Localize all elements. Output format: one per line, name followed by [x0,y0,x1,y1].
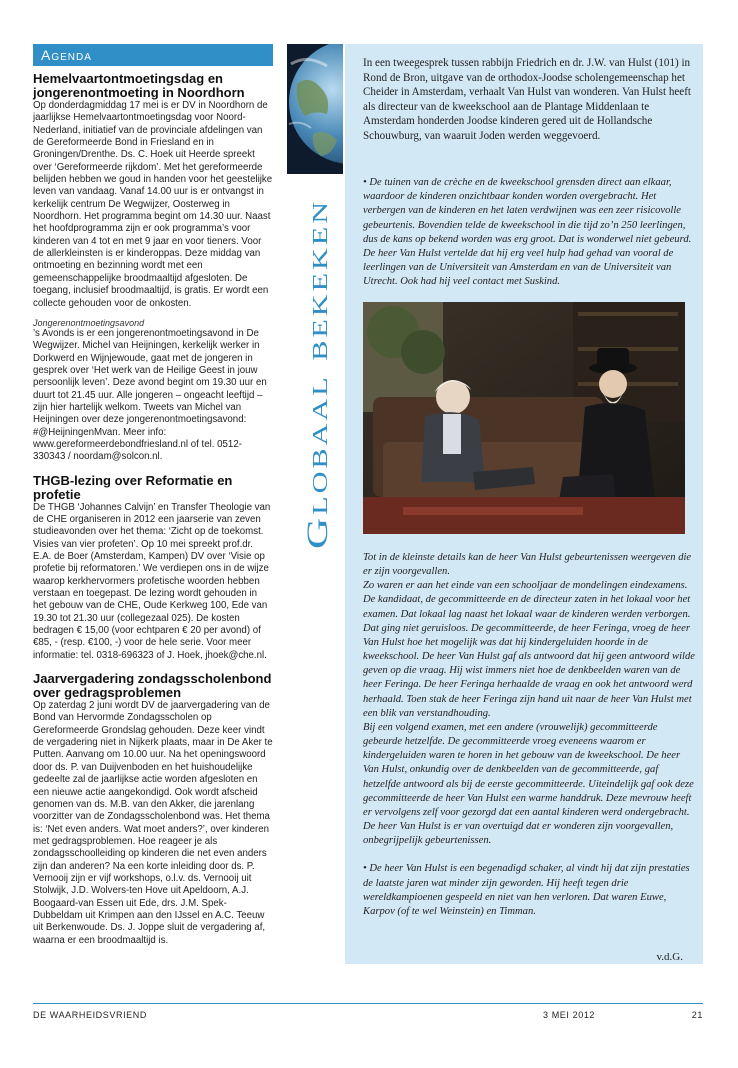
article-body: De THGB ‘Johannes Calvijn’ en Transfer Theologie van de CHE organiseren in 2012 een jaarserie van zeven studieavonden over het thema: ‘Zicht op de toekomst. Visies van vier profeten’. Op 10 mei spreekt prof.dr. E.A. de Boer (Amsterdam, Kampen) DV over ‘Visie op profetie bij reformatoren.’ We verdiepen ons in de wijze waarop kerkhervormers profetische woorden hebben verstaan en toegepast. De lezing wordt gehouden in het gebouw van de CHE, Oude Kerkweg 100, Ede van 19.30 tot 21.30 uur (collegezaal 025). De kosten bedragen € 15,00 (voor echtparen € 20 per avond) of €85, - (resp. €100, -) voor de hele serie. Voor meer informatie: tel. 0318-696323 of J. Hoek, jhoek@che.nl. [33,501,271,661]
article-title: Jaarvergadering zondagsscholenbond over gedragsproblemen [33,671,272,701]
section-title-vertical [287,194,343,554]
column-paragraph: Bij een volgend examen, met een andere (vrouwelijk) gecommitteerde gebeurde hetzelfde. De gecommitteerde vroeg eveneens waarom er kindergeluiden waren te horen in het gebouw van de kweekschool. De heer Van Hulst, onkundig over de denkbeelden van de gecommitteerde, gaf hetzelfde antwoord als bij de eerste gecommitteerde. Uiteindelijk gaf ook deze gecommitteerde de heer Van Hulst een warme handdruk. Deze mevrouw heeft er vervolgens zelf voor gezorgd dat een aantal kinderen werd ondergebracht. [363,721,694,818]
agenda-header: Agenda [33,44,273,66]
article-thgb [33,474,273,662]
column-paragraph: • De heer Van Hulst is een begenadigd schaker, al vindt hij dat zijn prestaties de laatste jaren wat minder zijn geworden. Hij heeft tegen drie wereldkampioenen gespeeld en niet van hen verloren. Dat waren Euwe, Karpov (of te wel Weinstein) en Timman. [363,863,690,917]
article-title: THGB-lezing over Reformatie en profetie [33,472,233,502]
article-title: Hemelvaartontmoetingsdag en jongerenontmoeting in Noordhorn [33,71,245,100]
agenda-column [33,44,273,957]
issue-date: 3 MEI 2012 [543,1010,596,1020]
column-quote: • De tuinen van de crèche en de kweekschool grensden direct aan elkaar, waardoor de kinderen onzichtbaar konden worden overgebracht. Het verbergen van de kinderen en het laten verdwijnen was een zeer risicovolle gebeurtenis. Bovendien telde de kweekschool in die tijd zo’n 250 leerlingen, dus de kans op bekend worden was erg groot. Dat is wonderwel niet gebeurd. De heer Van Hulst vertelde dat hij erg veel hulp had gehad van vooral de leerlingen van de Universiteit van Amsterdam en van de Universiteit van Utrecht. Ook had hij veel contact met Suskind. [363,177,692,288]
column-body [363,551,695,919]
publication-name: DE WAARHEIDSVRIEND [33,1010,147,1020]
article-subheading: Jongerenontmoetingsavond [33,317,145,328]
interview-photo [363,302,685,534]
section-band [287,44,343,964]
column-paragraph: Zo waren er aan het einde van een schooljaar de mondelingen eindexamens. De kandidaat, de gecommitteerde en de directeur zaten in het lokaal voor het examen. Dat lokaal lag naast het lokaal waar de kinderen werden verborgen. Dat ging niet geruisloos. De gecommitteerde, de heer Feringa, vroeg de heer Van Hulst hoe het mogelijk was dat hij kindergeluiden hoorde in de kweekschool. De heer Van Hulst gaf als antwoord dat hij geen antwoord wilde geven op die vraag. Hij wist immers niet hoe de denkbeelden waren van de heer Feringa. De heer Feringa herhaalde de vraag en ook het antwoord werd herhaald. Toen stak de heer Feringa zijn hand uit naar de heer Van Hulst met een blik van verstandhouding. [363,580,696,719]
section-title-text: Globaal bekeken [301,306,334,549]
column-panel [345,44,703,964]
column-paragraph: De heer Van Hulst is er van overtuigd dat er wonderen zijn voorgevallen, onbegrijpelijk gebeurtenissen. [363,820,674,847]
footer-divider [33,1003,703,1004]
globe-image [287,44,343,174]
column-paragraph-spacer [363,848,695,862]
article-body: Op zaterdag 2 juni wordt DV de jaarvergadering van de Bond van Hervormde Zondagsscholen op Gereformeerde Grondslag gehouden. Deze keer vindt de vergadering niet in Nijkerk plaats, maar in De Aker te Putten. Aanvang om 10.00 uur. Na het openingswoord door ds. P. van Duijvenboden en het huishoudelijke gedeelte zal de jaarlijkse actie worden afgesloten en een nieuwe actie aangekondigd. Ook wordt afscheid genomen van ds. M.B. van den Akker, die jarenlang voorzitter van de Zondagsscholenbond was. Het thema is: ‘Net even anders. Wat moet anders?’, over kinderen met gedragsproblemen. Hoe reageer je als zondagsschoolleiding op kinderen die net even anders zijn dan anderen? Na een korte inleiding door ds. P. Vernooij zijn er vijf workshops, o.l.v. ds. Vernooij uit Stolwijk, J.D. Wolvers-ten Hove uit Apeldoorn, A.J. Boogaard-van Essen uit Ede, drs. J.M. Spek-Dubbeldam uit Krimpen aan den IJssel en A.C. Teeuw uit Berkenwoude. Ds. J. Joppe sluit de vergadering af, waarna er een broodmaaltijd is. [33,700,273,946]
column-paragraph: Tot in de kleinste details kan de heer Van Hulst gebeurtenissen weergeven die er zijn voorgevallen. [363,552,692,578]
article-hemelvaart [33,72,273,464]
article-zondagsscholenbond [33,672,273,947]
page-number: 21 [691,1010,703,1020]
author-signature: v.d.G. [656,951,683,963]
column-intro: In een tweegesprek tussen rabbijn Friedrich en dr. J.W. van Hulst (101) in Rond de Bron, uitgave van de orthodox-Joodse scholengemeenschap het Cheider in Amsterdam, verhaalt Van Hulst van wonderen. Van Hulst heeft als directeur van de kweekschool aan de Plantage Middenlaan te Amsterdam honderden Joodse kinderen gered uit de Hollandsche Schouwburg, van waaruit Joden werden weggevoerd. [363,57,692,142]
article-body: Op donderdagmiddag 17 mei is er DV in Noordhorn de jaarlijkse Hemelvaartontmoetingsdag voor Noord-Nederland, initiatief van de provinciale afdelingen van de Gereformeerde Bond in Friesland en in Groningen/Drenthe. Ds. C. Hoek uit Heerde spreekt over ‘Gereformeerde rijkdom’. Met het gereformeerde belijden hebben we goud in handen voor het geestelijke leven van vandaag. Vanaf 14.00 uur is er ontvangst in kerkelijk centrum De Wegwijzer, Oosterweg in Noordhorn. Het programma begint om 14.30 uur. Naast het hoofdprogramma zijn er ook programma’s voor kinderen van 4 tot en met 9 jaar en voor tieners. Voor de allerkleinsten is er kinderoppas. Deze middag van ontmoeting en bezinning wordt met een gemeenschappelijke broodmaaltijd afgesloten. De toegang, inclusief broodmaaltijd, is gratis. Er wordt een collecte gehouden voor de onkosten. [33,100,273,309]
article-body-continued: ’s Avonds is er een jongerenontmoetingsavond in De Wegwijzer. Michel van Heijningen, kerkelijk werker in Dorkwerd en Wijnjewoude, gaat met de jongeren in gesprek over ‘Het werk van de Heilige Geest in jouw persoonlijk leven’. Deze avond begint om 19.30 uur en duurt tot 21.45 uur. Alle jongeren – ongeacht leeftijd – zijn hier hartelijk welkom. Tweets van Michel van Heijningen over deze jongerenontmoetingsavond: #@HeijningenMvan. Meer info: www.gereformeerdebondfriesland.nl of tel. 0512-330343 / noordam@solcon.nl. [33,327,267,463]
